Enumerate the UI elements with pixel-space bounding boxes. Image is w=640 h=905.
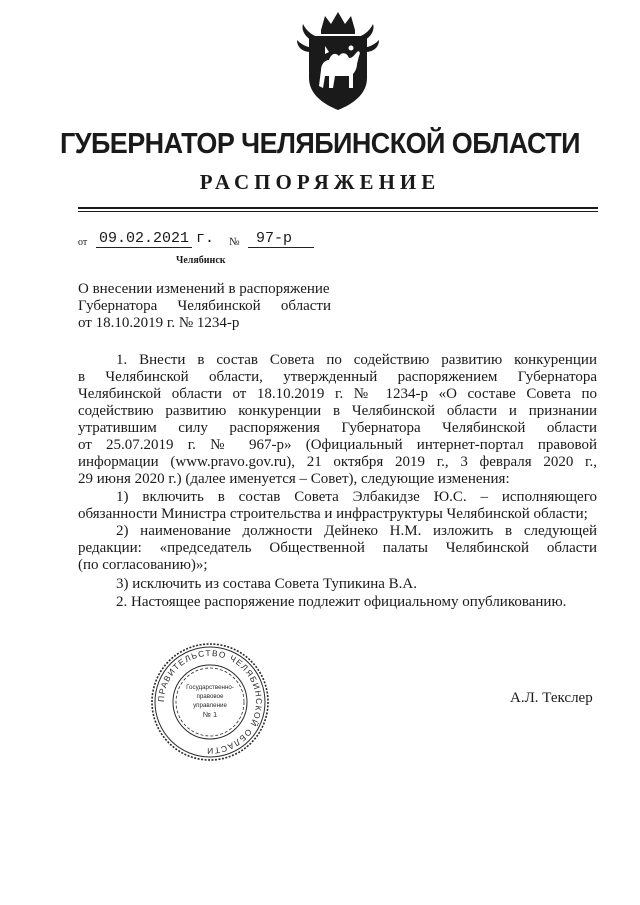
signatory-name: А.Л. Текслер <box>510 690 593 706</box>
stamp-ring-text: ПРАВИТЕЛЬСТВО ЧЕЛЯБИНСКОЙ ОБЛАСТИ <box>155 647 265 757</box>
body-line: Челябинской области от 18.10.2019 г. № 1234-р «О составе Совета по <box>78 386 597 402</box>
date-prefix: от <box>78 237 88 248</box>
official-stamp <box>148 640 272 764</box>
body-line: 1. Внести в состав Совета по содействию развитию конкуренции <box>116 352 597 368</box>
number-sign: № <box>229 236 240 248</box>
body-line: от 25.07.2019 г. № 967-р» (Официальный интернет-портал правовой <box>78 437 597 453</box>
body-line: 29 июня 2020 г.) (далее именуется – Совет), следующие изменения: <box>78 471 510 487</box>
body-line: 1) включить в состав Совета Элбакидзе Ю.С. – исполняющего <box>116 489 597 505</box>
body-line: 2. Настоящее распоряжение подлежит официальному опубликованию. <box>116 594 567 610</box>
stamp-center-line: № 1 <box>202 710 218 719</box>
stamp-center-line: правовое <box>196 693 224 700</box>
document-number: 97-р <box>248 230 314 248</box>
stamp-center-line: Государственно- <box>186 684 234 691</box>
body-line: обязанности Министра строительства и инфраструктуры Челябинской области; <box>78 506 588 522</box>
body-line: содействию развитию конкуренции в Челябинской области и признании <box>78 403 597 419</box>
document-type: РАСПОРЯЖЕНИЕ <box>199 170 441 194</box>
doc-title-line: О внесении изменений в распоряжение <box>78 281 330 297</box>
city-label: Челябинск <box>176 255 226 266</box>
date-suffix: г. <box>196 230 215 247</box>
document-date: 09.02.2021 <box>96 230 192 248</box>
coat-of-arms-icon <box>295 8 381 112</box>
body-line: 3) исключить из состава Совета Тупикина В.А. <box>116 576 417 592</box>
doc-title-line: Губернатора Челябинской области <box>78 298 331 314</box>
body-line: информации (www.pravo.gov.ru), 21 октября 2019 г., 3 февраля 2020 г., <box>78 454 597 470</box>
body-line: (по согласованию)»; <box>78 557 208 573</box>
stamp-center-line: управление <box>193 702 227 709</box>
page-title: ГУБЕРНАТОР ЧЕЛЯБИНСКОЙ ОБЛАСТИ <box>60 128 580 160</box>
body-line: редакции: «председатель Общественной палаты Челябинской области <box>78 540 597 556</box>
body-line: утратившим силу распоряжения Губернатора Челябинской области <box>78 420 597 436</box>
body-line: 2) наименование должности Дейнеко Н.М. изложить в следующей <box>116 523 597 539</box>
header-divider <box>78 207 598 209</box>
header-divider-thin <box>78 211 598 212</box>
body-line: в Челябинской области, утвержденный распоряжением Губернатора <box>78 369 597 385</box>
doc-title-line: от 18.10.2019 г. № 1234-р <box>78 315 240 331</box>
